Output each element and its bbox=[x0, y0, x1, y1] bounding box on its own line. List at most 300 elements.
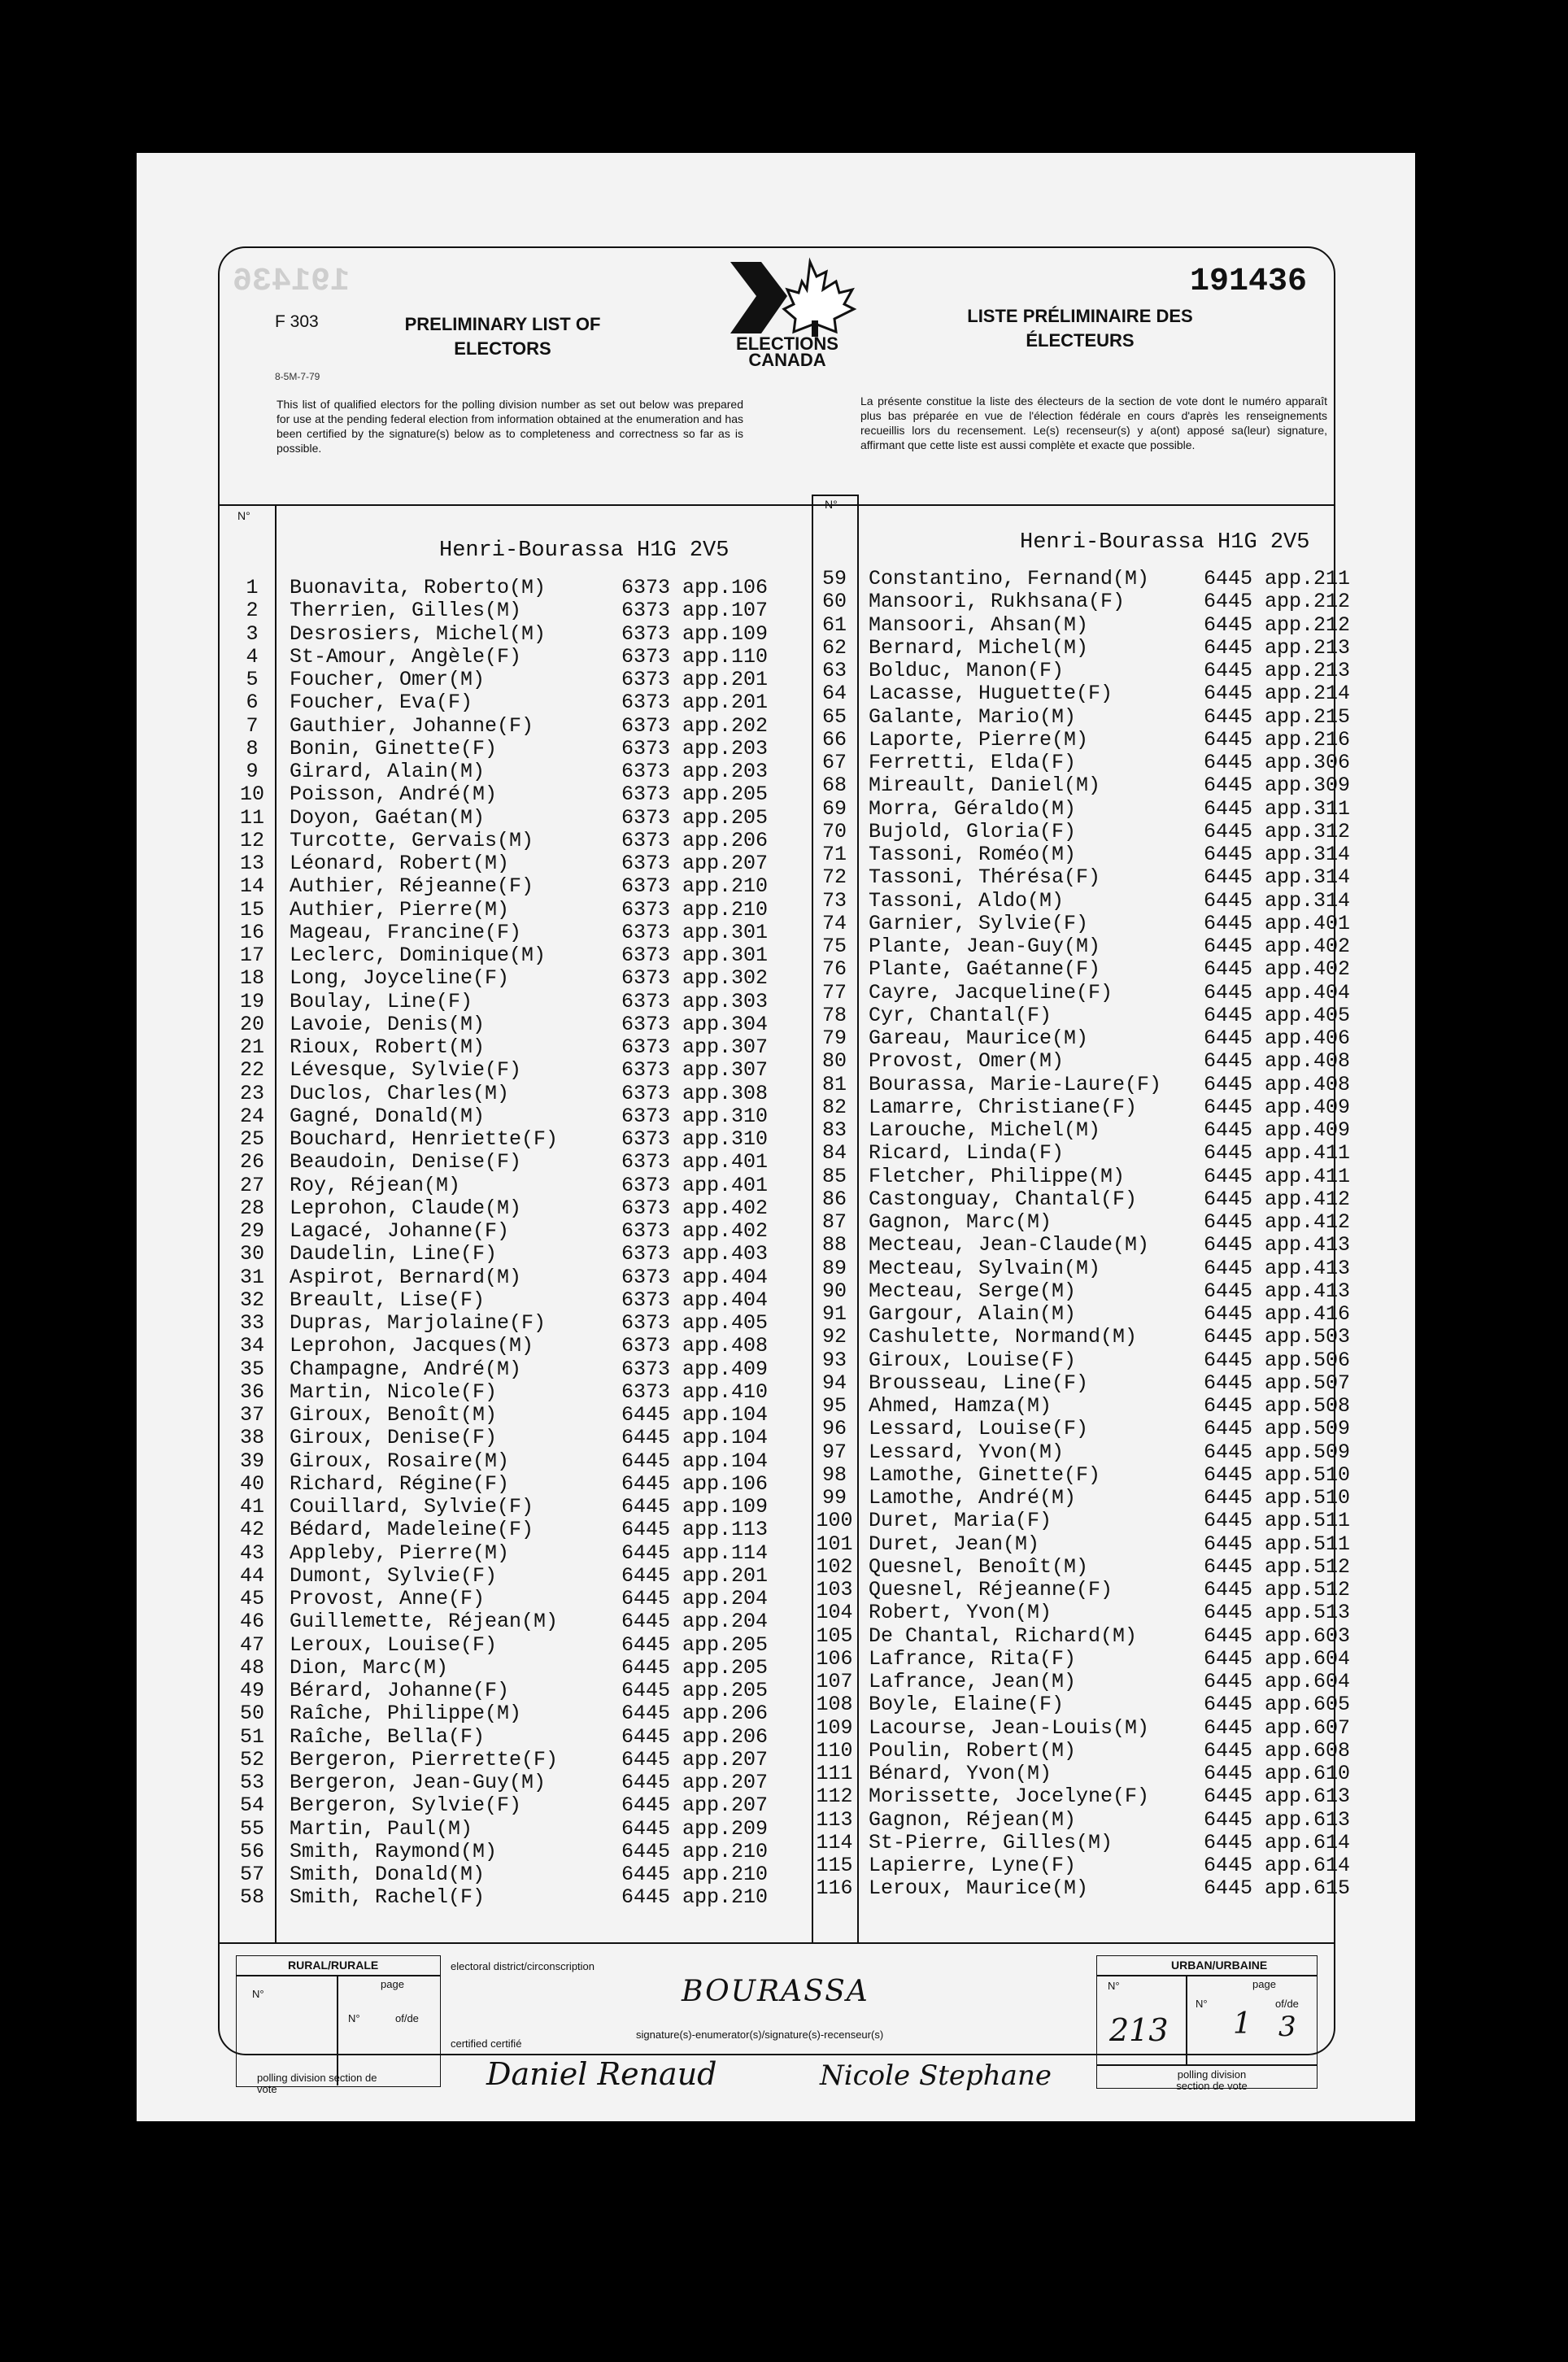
elector-number: 77 bbox=[821, 980, 847, 1005]
elector-number: 15 bbox=[239, 897, 264, 922]
elector-address: 6445 app.510 bbox=[1204, 1486, 1351, 1510]
elector-name: Bouchard, Henriette(F) bbox=[290, 1127, 559, 1151]
elector-name: Morra, Géraldo(M) bbox=[869, 796, 1077, 821]
rural-page-label: page bbox=[381, 1978, 404, 1990]
elector-number: 69 bbox=[821, 796, 847, 821]
urban-page-label: page bbox=[1252, 1978, 1276, 1990]
elector-number: 18 bbox=[239, 966, 264, 991]
elector-address: 6445 app.413 bbox=[1204, 1233, 1351, 1257]
elector-name: Smith, Raymond(M) bbox=[290, 1839, 498, 1863]
elector-address: 6373 app.107 bbox=[621, 599, 769, 623]
elector-number: 102 bbox=[816, 1554, 853, 1579]
district-value: BOURASSA bbox=[682, 1975, 869, 2008]
elector-address: 6445 app.503 bbox=[1204, 1325, 1351, 1349]
elector-address: 6445 app.207 bbox=[621, 1771, 769, 1794]
district-label: electoral district/circonscription bbox=[451, 1960, 595, 1972]
elector-number: 12 bbox=[239, 828, 264, 852]
elector-number: 113 bbox=[816, 1807, 853, 1832]
elector-name: Authier, Pierre(M) bbox=[290, 897, 510, 922]
elector-number: 6 bbox=[246, 691, 259, 715]
elector-name: Bénard, Yvon(M) bbox=[869, 1762, 1052, 1785]
elector-address: 6373 app.205 bbox=[621, 805, 769, 830]
elector-number: 21 bbox=[239, 1035, 264, 1059]
elector-name: Lessard, Yvon(M) bbox=[869, 1440, 1065, 1464]
elector-number: 41 bbox=[239, 1495, 264, 1519]
elector-address: 6445 app.613 bbox=[1204, 1785, 1351, 1809]
elector-number: 46 bbox=[239, 1610, 264, 1634]
elector-number: 27 bbox=[239, 1173, 264, 1197]
elector-address: 6445 app.409 bbox=[1204, 1095, 1351, 1119]
elector-name: Mireault, Daniel(M) bbox=[869, 774, 1101, 798]
elector-name: Long, Joyceline(F) bbox=[290, 966, 510, 991]
elector-address: 6445 app.614 bbox=[1204, 1854, 1351, 1877]
elector-number: 114 bbox=[816, 1830, 853, 1854]
elector-address: 6445 app.113 bbox=[621, 1518, 769, 1542]
elector-address: 6373 app.401 bbox=[621, 1150, 769, 1174]
elector-address: 6445 app.205 bbox=[621, 1632, 769, 1657]
elector-number: 45 bbox=[239, 1587, 264, 1610]
elector-number: 38 bbox=[239, 1426, 264, 1450]
elector-number: 17 bbox=[239, 943, 264, 967]
elector-address: 6445 app.210 bbox=[621, 1863, 769, 1886]
elector-number: 92 bbox=[821, 1325, 847, 1349]
elector-name: De Chantal, Richard(M) bbox=[869, 1623, 1138, 1648]
elector-address: 6445 app.401 bbox=[1204, 911, 1351, 935]
elector-name: Ricard, Linda(F) bbox=[869, 1141, 1065, 1166]
elector-number: 67 bbox=[821, 751, 847, 774]
elector-address: 6445 app.610 bbox=[1204, 1762, 1351, 1785]
elector-address: 6445 app.309 bbox=[1204, 774, 1351, 798]
urban-no-label: N° bbox=[1108, 1980, 1120, 1992]
elector-address: 6373 app.106 bbox=[621, 576, 769, 599]
elector-number: 70 bbox=[821, 819, 847, 843]
elector-number: 94 bbox=[821, 1371, 847, 1395]
elector-number: 82 bbox=[821, 1095, 847, 1119]
elector-name: Martin, Paul(M) bbox=[290, 1816, 473, 1841]
elector-number: 106 bbox=[816, 1646, 853, 1671]
elector-number: 75 bbox=[821, 935, 847, 958]
elector-address: 6445 app.314 bbox=[1204, 865, 1351, 890]
elector-name: Mecteau, Serge(M) bbox=[869, 1279, 1077, 1303]
elector-number: 91 bbox=[821, 1302, 847, 1326]
elector-name: Lamothe, Ginette(F) bbox=[869, 1462, 1101, 1487]
elector-name: Rioux, Robert(M) bbox=[290, 1035, 486, 1059]
elector-number: 76 bbox=[821, 957, 847, 982]
signature-2: Nicole Stephane bbox=[820, 2059, 1052, 2092]
urban-of-label: of/de bbox=[1275, 1998, 1299, 2010]
elector-number: 65 bbox=[821, 704, 847, 729]
elector-address: 6445 app.213 bbox=[1204, 659, 1351, 682]
elector-name: Giroux, Denise(F) bbox=[290, 1426, 498, 1450]
elector-number: 8 bbox=[246, 736, 259, 760]
elector-address: 6445 app.510 bbox=[1204, 1462, 1351, 1487]
elector-name: Leroux, Louise(F) bbox=[290, 1632, 498, 1657]
elector-name: Appleby, Pierre(M) bbox=[290, 1541, 510, 1565]
elector-number: 43 bbox=[239, 1541, 264, 1565]
elector-address: 6445 app.402 bbox=[1204, 957, 1351, 982]
elector-address: 6445 app.605 bbox=[1204, 1693, 1351, 1717]
elector-name: Ahmed, Hamza(M) bbox=[869, 1394, 1052, 1418]
elector-address: 6445 app.205 bbox=[621, 1679, 769, 1702]
elector-name: Lacasse, Huguette(F) bbox=[869, 682, 1113, 706]
elector-number: 80 bbox=[821, 1049, 847, 1074]
elector-address: 6445 app.509 bbox=[1204, 1440, 1351, 1464]
elector-number: 33 bbox=[239, 1311, 264, 1335]
elector-number: 56 bbox=[239, 1839, 264, 1863]
elector-address: 6373 app.302 bbox=[621, 966, 769, 991]
elector-address: 6373 app.410 bbox=[621, 1379, 769, 1404]
elector-number: 30 bbox=[239, 1242, 264, 1266]
elector-number: 108 bbox=[816, 1693, 853, 1717]
elector-name: Daudelin, Line(F) bbox=[290, 1242, 498, 1266]
elector-name: Mecteau, Jean-Claude(M) bbox=[869, 1233, 1150, 1257]
elector-number: 39 bbox=[239, 1449, 264, 1473]
elector-number: 95 bbox=[821, 1394, 847, 1418]
elector-address: 6445 app.205 bbox=[621, 1655, 769, 1680]
elector-address: 6445 app.416 bbox=[1204, 1302, 1351, 1326]
form-date: 8-5M-7-79 bbox=[275, 371, 320, 382]
elector-address: 6445 app.603 bbox=[1204, 1623, 1351, 1648]
elector-name: Lagacé, Johanne(F) bbox=[290, 1219, 510, 1243]
elector-address: 6445 app.512 bbox=[1204, 1554, 1351, 1579]
elector-name: Tassoni, Roméo(M) bbox=[869, 843, 1077, 866]
elector-name: Gauthier, Johanne(F) bbox=[290, 713, 534, 738]
elector-name: Raîche, Philippe(M) bbox=[290, 1702, 522, 1726]
street-header-left: Henri-Bourassa H1G 2V5 bbox=[439, 538, 730, 563]
title-english: PRELIMINARY LIST OF ELECTORS bbox=[404, 314, 601, 359]
elector-number: 96 bbox=[821, 1417, 847, 1441]
elector-address: 6445 app.408 bbox=[1204, 1049, 1351, 1074]
elector-name: Lapierre, Lyne(F) bbox=[869, 1854, 1077, 1877]
elector-name: Cashulette, Normand(M) bbox=[869, 1325, 1138, 1349]
urban-page-value: 1 bbox=[1233, 2007, 1252, 2041]
elector-name: Provost, Anne(F) bbox=[290, 1587, 486, 1610]
elector-number: 109 bbox=[816, 1715, 853, 1740]
elector-name: Mageau, Francine(F) bbox=[290, 920, 522, 944]
elector-number: 93 bbox=[821, 1348, 847, 1372]
elector-name: Mansoori, Rukhsana(F) bbox=[869, 590, 1126, 614]
rural-of-label: of/de bbox=[395, 2012, 419, 2024]
elector-address: 6445 app.104 bbox=[621, 1403, 769, 1427]
maple-leaf-x-icon bbox=[714, 257, 860, 338]
elector-number: 1 bbox=[246, 576, 259, 599]
elector-address: 6373 app.203 bbox=[621, 760, 769, 783]
elector-address: 6373 app.210 bbox=[621, 897, 769, 922]
elector-address: 6445 app.404 bbox=[1204, 980, 1351, 1005]
elector-number: 111 bbox=[816, 1762, 853, 1785]
elector-address: 6445 app.413 bbox=[1204, 1279, 1351, 1303]
elector-number: 31 bbox=[239, 1265, 264, 1289]
elector-name: Lévesque, Sylvie(F) bbox=[290, 1058, 522, 1083]
elector-name: Leprohon, Claude(M) bbox=[290, 1196, 522, 1220]
signature-1: Daniel Renaud bbox=[486, 2056, 717, 2092]
elector-name: Breault, Lise(F) bbox=[290, 1288, 486, 1312]
elector-number: 48 bbox=[239, 1655, 264, 1680]
elector-name: Aspirot, Bernard(M) bbox=[290, 1265, 522, 1289]
elector-name: Doyon, Gaétan(M) bbox=[290, 805, 486, 830]
bleed-through-serial: 191436 bbox=[233, 264, 351, 300]
elector-address: 6445 app.512 bbox=[1204, 1578, 1351, 1602]
elector-address: 6445 app.508 bbox=[1204, 1394, 1351, 1418]
elector-name: Champagne, André(M) bbox=[290, 1357, 522, 1381]
elector-name: Giroux, Louise(F) bbox=[869, 1348, 1077, 1372]
elector-number: 83 bbox=[821, 1118, 847, 1142]
elector-number: 37 bbox=[239, 1403, 264, 1427]
elector-address: 6445 app.604 bbox=[1204, 1670, 1351, 1693]
elector-name: Richard, Régine(F) bbox=[290, 1471, 510, 1496]
elector-address: 6445 app.206 bbox=[621, 1702, 769, 1726]
elector-name: Cyr, Chantal(F) bbox=[869, 1003, 1052, 1027]
elector-address: 6373 app.310 bbox=[621, 1127, 769, 1151]
elector-number: 107 bbox=[816, 1670, 853, 1693]
elector-address: 6445 app.513 bbox=[1204, 1601, 1351, 1625]
elector-address: 6445 app.210 bbox=[621, 1885, 769, 1910]
elector-address: 6445 app.204 bbox=[621, 1610, 769, 1634]
elector-address: 6373 app.402 bbox=[621, 1196, 769, 1220]
elector-number: 105 bbox=[816, 1623, 853, 1648]
elector-name: Quesnel, Réjeanne(F) bbox=[869, 1578, 1113, 1602]
elector-name: Cayre, Jacqueline(F) bbox=[869, 980, 1113, 1005]
elector-name: Lacourse, Jean-Louis(M) bbox=[869, 1715, 1150, 1740]
elector-name: Ferretti, Elda(F) bbox=[869, 751, 1077, 774]
elector-number: 35 bbox=[239, 1357, 264, 1381]
elector-name: St-Amour, Angèle(F) bbox=[290, 644, 522, 669]
elector-number: 50 bbox=[239, 1702, 264, 1726]
elector-name: Tassoni, Thérésa(F) bbox=[869, 865, 1101, 890]
urban-no-value: 213 bbox=[1109, 2012, 1169, 2048]
signature-label: signature(s)-enumerator(s)/signature(s)-recenseur(s) bbox=[636, 2029, 884, 2041]
elector-name: Bergeron, Sylvie(F) bbox=[290, 1793, 522, 1818]
elector-address: 6445 app.214 bbox=[1204, 682, 1351, 706]
elector-name: Authier, Réjeanne(F) bbox=[290, 874, 534, 899]
elector-number: 78 bbox=[821, 1003, 847, 1027]
elector-number: 104 bbox=[816, 1601, 853, 1625]
elector-name: Morissette, Jocelyne(F) bbox=[869, 1785, 1150, 1809]
elector-address: 6373 app.401 bbox=[621, 1173, 769, 1197]
elector-name: Bujold, Gloria(F) bbox=[869, 819, 1077, 843]
urban-page-no-label: N° bbox=[1196, 1998, 1208, 2010]
elector-number: 19 bbox=[239, 989, 264, 1013]
elector-address: 6445 app.209 bbox=[621, 1816, 769, 1841]
elector-address: 6373 app.404 bbox=[621, 1265, 769, 1289]
elector-name: Robert, Yvon(M) bbox=[869, 1601, 1052, 1625]
description-french: La présente constitue la liste des électeurs de la section de vote dont le numéro apparaît plus bas préparée en vue de l'élection fédérale en cours d'après les renseignements recueillis lors du recensement. Le(s) recenseur(s) y a(ont) apposé sa(leur) signature, affirmant que cette liste est aussi complète et exacte que possible. bbox=[860, 394, 1327, 451]
elector-address: 6445 app.412 bbox=[1204, 1210, 1351, 1234]
elector-address: 6445 app.614 bbox=[1204, 1830, 1351, 1854]
elector-name: Gagnon, Réjean(M) bbox=[869, 1807, 1077, 1832]
elector-address: 6373 app.109 bbox=[621, 621, 769, 646]
elector-address: 6445 app.212 bbox=[1204, 590, 1351, 614]
elector-name: Bonin, Ginette(F) bbox=[290, 736, 498, 760]
elector-name: Giroux, Benoît(M) bbox=[290, 1403, 498, 1427]
elector-number: 64 bbox=[821, 682, 847, 706]
elector-name: Castonguay, Chantal(F) bbox=[869, 1187, 1138, 1211]
elector-name: Dumont, Sylvie(F) bbox=[290, 1563, 498, 1588]
elector-address: 6445 app.608 bbox=[1204, 1738, 1351, 1763]
elector-name: Turcotte, Gervais(M) bbox=[290, 828, 534, 852]
elector-address: 6445 app.215 bbox=[1204, 704, 1351, 729]
elector-name: Mansoori, Ahsan(M) bbox=[869, 612, 1089, 637]
elector-address: 6445 app.311 bbox=[1204, 796, 1351, 821]
elector-address: 6445 app.106 bbox=[621, 1471, 769, 1496]
rural-polling-label: polling division section de vote bbox=[257, 2072, 377, 2095]
elector-number: 100 bbox=[816, 1509, 853, 1533]
elector-number: 20 bbox=[239, 1012, 264, 1036]
elector-number: 36 bbox=[239, 1379, 264, 1404]
elector-name: Léonard, Robert(M) bbox=[290, 852, 510, 875]
elector-address: 6373 app.308 bbox=[621, 1081, 769, 1105]
elector-name: Duclos, Charles(M) bbox=[290, 1081, 510, 1105]
elector-number: 72 bbox=[821, 865, 847, 890]
elector-address: 6445 app.207 bbox=[621, 1793, 769, 1818]
elector-name: Gagnon, Marc(M) bbox=[869, 1210, 1052, 1234]
elector-number: 79 bbox=[821, 1026, 847, 1050]
elector-address: 6373 app.206 bbox=[621, 828, 769, 852]
elector-address: 6445 app.511 bbox=[1204, 1532, 1351, 1556]
elector-number: 40 bbox=[239, 1471, 264, 1496]
elector-name: Poulin, Robert(M) bbox=[869, 1738, 1077, 1763]
elector-address: 6445 app.411 bbox=[1204, 1164, 1351, 1188]
elector-address: 6445 app.615 bbox=[1204, 1876, 1351, 1901]
elector-number: 2 bbox=[246, 599, 259, 623]
elector-address: 6373 app.403 bbox=[621, 1242, 769, 1266]
elector-number: 14 bbox=[239, 874, 264, 899]
urban-divider bbox=[1186, 1975, 1187, 2064]
elector-number: 98 bbox=[821, 1462, 847, 1487]
elector-number: 29 bbox=[239, 1219, 264, 1243]
elector-name: Foucher, Omer(M) bbox=[290, 668, 486, 691]
serial-number: 191436 bbox=[1190, 264, 1308, 300]
elector-address: 6445 app.402 bbox=[1204, 935, 1351, 958]
elector-number: 10 bbox=[239, 782, 264, 807]
rural-label: RURAL/RURALE bbox=[288, 1959, 379, 1972]
certified-label: certified certifié bbox=[451, 2037, 522, 2050]
elector-address: 6373 app.301 bbox=[621, 943, 769, 967]
elector-name: Smith, Rachel(F) bbox=[290, 1885, 486, 1910]
elector-name: Plante, Jean-Guy(M) bbox=[869, 935, 1101, 958]
elector-name: Beaudoin, Denise(F) bbox=[290, 1150, 522, 1174]
elector-number: 110 bbox=[816, 1738, 853, 1763]
logo-text-canada: CANADA bbox=[748, 350, 826, 370]
elector-name: Bergeron, Jean-Guy(M) bbox=[290, 1771, 547, 1794]
document-page bbox=[137, 153, 1415, 2121]
urban-polling-label: polling division section de vote bbox=[1176, 2068, 1248, 2092]
elector-address: 6373 app.203 bbox=[621, 736, 769, 760]
elector-address: 6445 app.201 bbox=[621, 1563, 769, 1588]
elector-name: Tassoni, Aldo(M) bbox=[869, 888, 1065, 913]
elector-address: 6373 app.110 bbox=[621, 644, 769, 669]
elector-name: Quesnel, Benoît(M) bbox=[869, 1554, 1089, 1579]
urban-bottom-rule bbox=[1096, 2064, 1318, 2066]
elector-number: 9 bbox=[246, 760, 259, 783]
elector-name: Giroux, Rosaire(M) bbox=[290, 1449, 510, 1473]
elector-number: 115 bbox=[816, 1854, 853, 1877]
elector-address: 6373 app.207 bbox=[621, 852, 769, 875]
elector-name: Bourassa, Marie-Laure(F) bbox=[869, 1072, 1162, 1096]
list-bottom-rule bbox=[218, 1942, 1334, 1944]
elector-number: 34 bbox=[239, 1334, 264, 1358]
elector-number: 89 bbox=[821, 1256, 847, 1280]
elector-address: 6373 app.404 bbox=[621, 1288, 769, 1312]
elector-address: 6373 app.409 bbox=[621, 1357, 769, 1381]
elector-address: 6373 app.310 bbox=[621, 1104, 769, 1128]
number-column-label-right: N° bbox=[825, 498, 838, 511]
elector-address: 6373 app.402 bbox=[621, 1219, 769, 1243]
elector-name: Leclerc, Dominique(M) bbox=[290, 943, 547, 967]
elector-address: 6445 app.314 bbox=[1204, 888, 1351, 913]
elector-name: Girard, Alain(M) bbox=[290, 760, 486, 783]
elector-number: 4 bbox=[246, 644, 259, 669]
elector-number: 74 bbox=[821, 911, 847, 935]
elector-name: Duret, Jean(M) bbox=[869, 1532, 1040, 1556]
elector-address: 6445 app.613 bbox=[1204, 1807, 1351, 1832]
elector-name: Raîche, Bella(F) bbox=[290, 1724, 486, 1749]
elector-address: 6445 app.314 bbox=[1204, 843, 1351, 866]
elector-address: 6373 app.307 bbox=[621, 1058, 769, 1083]
elector-address: 6445 app.212 bbox=[1204, 612, 1351, 637]
elector-address: 6445 app.114 bbox=[621, 1541, 769, 1565]
elector-number: 116 bbox=[816, 1876, 853, 1901]
elector-number: 84 bbox=[821, 1141, 847, 1166]
elector-address: 6373 app.408 bbox=[621, 1334, 769, 1358]
elector-number: 88 bbox=[821, 1233, 847, 1257]
elector-address: 6445 app.604 bbox=[1204, 1646, 1351, 1671]
elector-address: 6445 app.207 bbox=[621, 1747, 769, 1772]
elector-number: 81 bbox=[821, 1072, 847, 1096]
elector-address: 6445 app.204 bbox=[621, 1587, 769, 1610]
elector-number: 90 bbox=[821, 1279, 847, 1303]
elector-name: Bernard, Michel(M) bbox=[869, 635, 1089, 660]
rural-divider bbox=[337, 1975, 338, 2085]
elector-number: 7 bbox=[246, 713, 259, 738]
elector-name: Gargour, Alain(M) bbox=[869, 1302, 1077, 1326]
elector-number: 71 bbox=[821, 843, 847, 866]
elector-number: 54 bbox=[239, 1793, 264, 1818]
rural-header-rule bbox=[236, 1975, 441, 1976]
elector-address: 6445 app.405 bbox=[1204, 1003, 1351, 1027]
elector-number: 101 bbox=[816, 1532, 853, 1556]
elector-name: Martin, Nicole(F) bbox=[290, 1379, 498, 1404]
elector-number: 112 bbox=[816, 1785, 853, 1809]
elector-name: Boulay, Line(F) bbox=[290, 989, 473, 1013]
elector-address: 6373 app.307 bbox=[621, 1035, 769, 1059]
elector-name: Roy, Réjean(M) bbox=[290, 1173, 461, 1197]
elector-address: 6445 app.413 bbox=[1204, 1256, 1351, 1280]
elector-number: 86 bbox=[821, 1187, 847, 1211]
elector-number: 5 bbox=[246, 668, 259, 691]
elector-number: 32 bbox=[239, 1288, 264, 1312]
elector-address: 6373 app.201 bbox=[621, 691, 769, 715]
elector-name: Brousseau, Line(F) bbox=[869, 1371, 1089, 1395]
elector-name: Bérard, Johanne(F) bbox=[290, 1679, 510, 1702]
elector-number: 49 bbox=[239, 1679, 264, 1702]
elector-name: Plante, Gaétanne(F) bbox=[869, 957, 1101, 982]
elector-number: 63 bbox=[821, 659, 847, 682]
rural-no-label: N° bbox=[252, 1988, 264, 2000]
elector-number: 28 bbox=[239, 1196, 264, 1220]
elector-name: Laporte, Pierre(M) bbox=[869, 727, 1089, 752]
elector-name: Dion, Marc(M) bbox=[290, 1655, 449, 1680]
elector-name: Mecteau, Sylvain(M) bbox=[869, 1256, 1101, 1280]
elector-name: Smith, Donald(M) bbox=[290, 1863, 486, 1886]
elector-name: Galante, Mario(M) bbox=[869, 704, 1077, 729]
description-english: This list of qualified electors for the polling division number as set out below was prepared for use at the pending federal election from information obtained at the enumeration and has been certified by the signature(s) below as to completeness and correctness so far as is possible. bbox=[277, 398, 743, 455]
elector-number: 60 bbox=[821, 590, 847, 614]
elector-name: Leprohon, Jacques(M) bbox=[290, 1334, 534, 1358]
elector-address: 6445 app.109 bbox=[621, 1495, 769, 1519]
elector-address: 6373 app.304 bbox=[621, 1012, 769, 1036]
elector-number: 11 bbox=[239, 805, 264, 830]
